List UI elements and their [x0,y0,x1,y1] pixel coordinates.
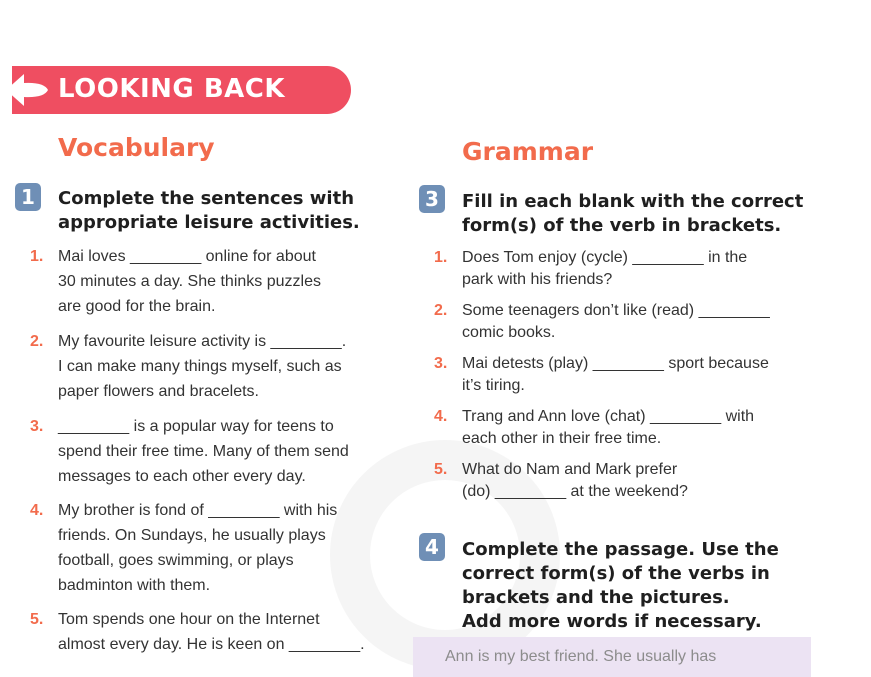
item-line: it’s tiring. [462,377,525,394]
item-line: Tom spends one hour on the Internet [58,611,320,628]
item-number: 1. [30,248,44,265]
exercise-1-badge: 1 [15,183,41,211]
item-line: almost every day. He is keen on ________. [58,636,365,653]
item-line: Does Tom enjoy (cycle) ________ in the [462,249,748,266]
exercise-1-title-line1: Complete the sentences with [58,188,355,209]
passage-text: Ann is my best friend. She usually has [445,648,717,665]
item-line: comic books. [462,324,556,341]
item-line: friends. On Sundays, he usually plays [58,527,326,544]
vocabulary-heading: Vocabulary [58,133,215,162]
item-line: I can make many things myself, such as [58,358,342,375]
exercise-3-title-line1: Fill in each blank with the correct [462,191,804,212]
item-number: 2. [434,302,448,319]
item-line: What do Nam and Mark prefer [462,461,678,478]
exercise-4-title-line2: correct form(s) of the verbs in [462,563,770,584]
item-number: 5. [30,611,44,628]
item-line: football, goes swimming, or plays [58,552,294,569]
item-line: spend their free time. Many of them send [58,443,349,460]
item-line: are good for the brain. [58,298,216,315]
item-line: each other in their free time. [462,430,662,447]
item-line: messages to each other every day. [58,468,306,485]
banner-title: LOOKING BACK [58,74,285,104]
exercise-4-title-line3: brackets and the pictures. [462,587,730,608]
exercise-4-title-line4: Add more words if necessary. [462,611,762,632]
item-line: Mai loves ________ online for about [58,248,316,265]
item-line: My favourite leisure activity is ________. [58,333,347,350]
item-number: 5. [434,461,448,478]
item-number: 2. [30,333,44,350]
exercise-4-title-line1: Complete the passage. Use the [462,539,779,560]
item-line: badminton with them. [58,577,211,594]
item-number: 4. [30,502,44,519]
item-number: 3. [30,418,44,435]
item-line: paper flowers and bracelets. [58,383,259,400]
item-number: 4. [434,408,448,425]
item-number: 1. [434,249,448,266]
item-line: Mai detests (play) ________ sport because [462,355,769,372]
grammar-heading: Grammar [462,137,594,166]
item-line: My brother is fond of ________ with his [58,502,338,519]
item-line: 30 minutes a day. She thinks puzzles [58,273,321,290]
item-line: Trang and Ann love (chat) ________ with [462,408,755,425]
item-line: Some teenagers don’t like (read) ________ [462,302,770,319]
exercise-4-badge: 4 [419,533,445,561]
exercise-3-badge: 3 [419,185,445,213]
item-line: park with his friends? [462,271,613,288]
back-arrow-icon [4,72,50,108]
item-number: 3. [434,355,448,372]
exercise-1-title-line2: appropriate leisure activities. [58,212,360,233]
exercise-3-title-line2: form(s) of the verb in brackets. [462,215,782,236]
item-line: ________ is a popular way for teens to [58,418,334,435]
item-line: (do) ________ at the weekend? [462,483,688,500]
